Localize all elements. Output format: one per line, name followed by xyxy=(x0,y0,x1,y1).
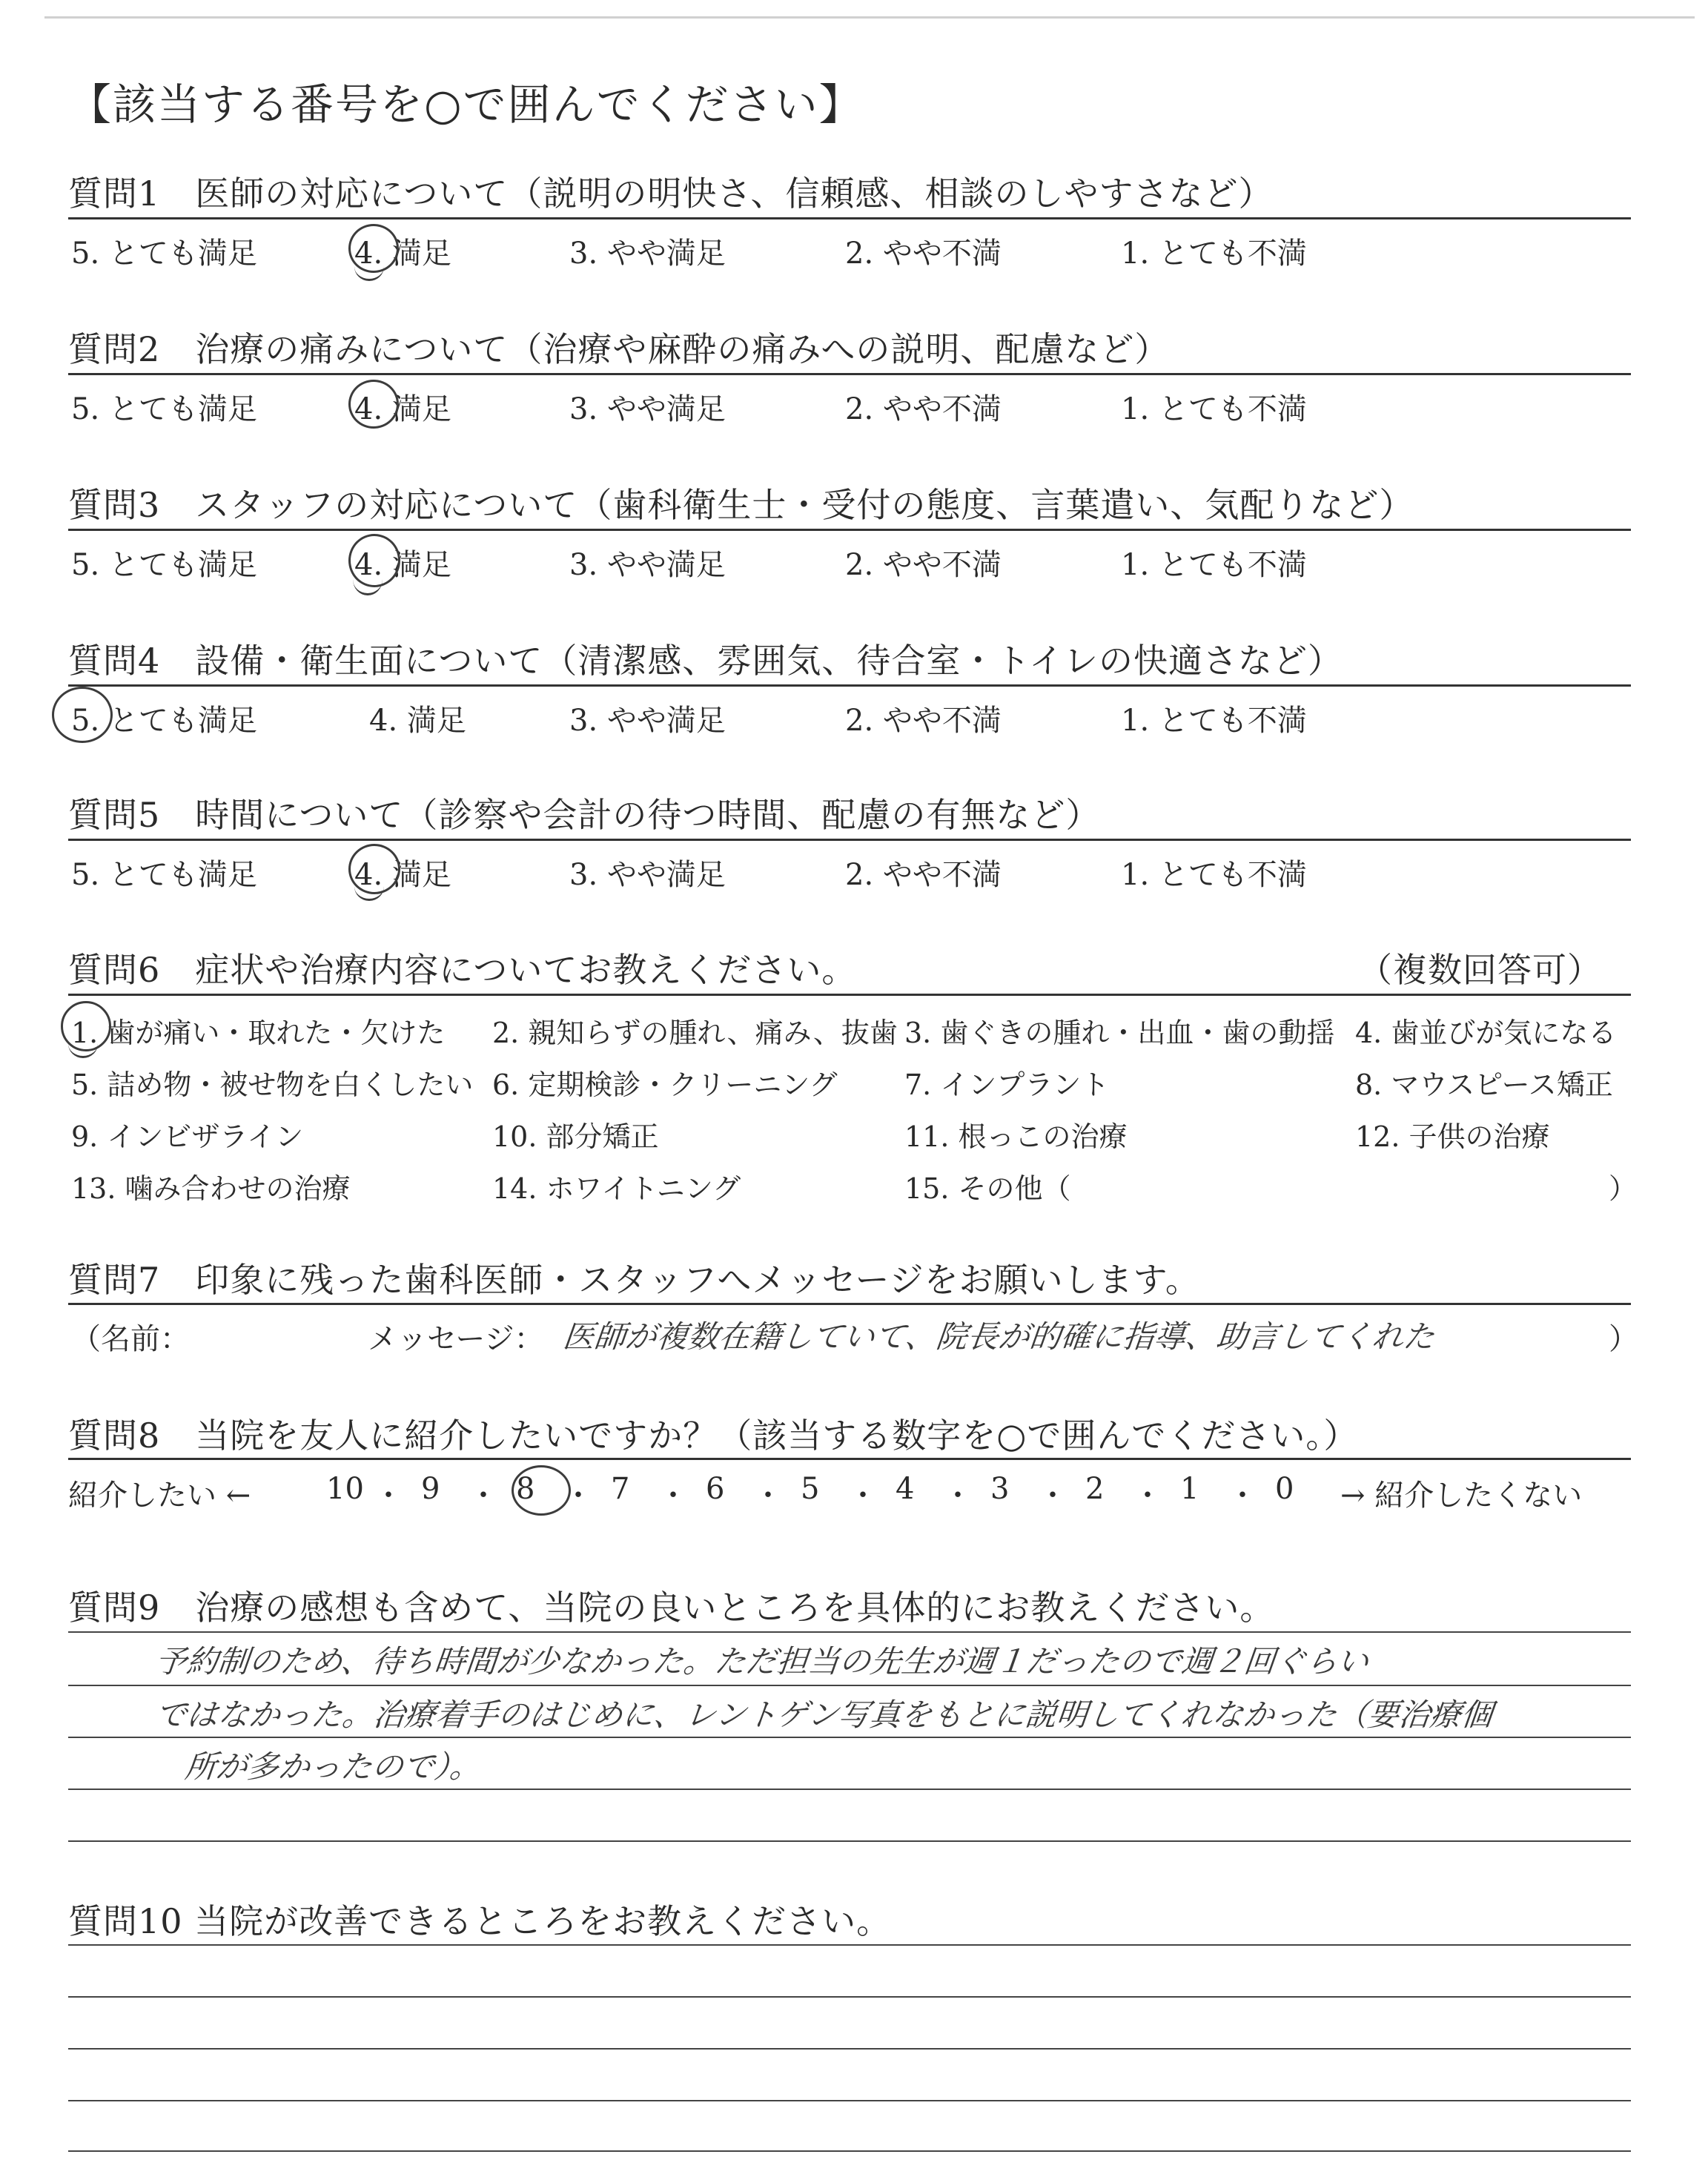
q1-option-2[interactable]: 2. やや不満 xyxy=(845,237,1002,271)
question-2-rule xyxy=(68,373,1631,375)
question-10-title: 質問10 当院が改善できるところをお教えください。 xyxy=(68,1901,892,1941)
q6-item-15-close: ） xyxy=(1609,1172,1638,1205)
question-10-line-2[interactable] xyxy=(68,2048,1631,2050)
question-10-rule xyxy=(68,1944,1631,1946)
q8-scale-separator: ・ xyxy=(658,1479,688,1513)
q4-option-1[interactable]: 1. とても不満 xyxy=(1121,704,1307,738)
q1-selection-stroke xyxy=(354,252,384,281)
question-7-title: 質問7 印象に残った歯科医師・スタッフへメッセージをお願いします。 xyxy=(68,1260,1200,1300)
q1-option-3[interactable]: 3. やや満足 xyxy=(569,237,726,271)
q6-item-11[interactable]: 11. 根っこの治療 xyxy=(904,1120,1128,1153)
question-7-rule xyxy=(68,1303,1631,1305)
q6-item-14[interactable]: 14. ホワイトニング xyxy=(492,1172,741,1205)
q8-scale-3[interactable]: 3 xyxy=(990,1472,1010,1506)
question-10-line-1[interactable] xyxy=(68,1996,1631,1998)
q4-selection-circle xyxy=(52,687,113,743)
q9-answer-line-2[interactable]: ではなかった。治療着手のはじめに、レントゲン写真をもとに説明してくれなかった（要治療個 xyxy=(153,1697,1494,1733)
q5-option-1[interactable]: 1. とても不満 xyxy=(1121,858,1307,892)
q8-selection-circle xyxy=(512,1465,571,1516)
q6-item-3[interactable]: 3. 歯ぐきの腫れ・出血・歯の動揺 xyxy=(904,1017,1335,1049)
q7-name-label: （名前： xyxy=(71,1322,190,1356)
question-9-line-4 xyxy=(68,1840,1631,1842)
q6-item-13[interactable]: 13. 噛み合わせの治療 xyxy=(71,1172,351,1205)
q8-left-label: 紹介したい ← xyxy=(68,1479,251,1513)
q8-scale-4[interactable]: 4 xyxy=(896,1472,915,1506)
q6-item-12[interactable]: 12. 子供の治療 xyxy=(1355,1120,1550,1153)
question-3-rule xyxy=(68,529,1631,531)
question-8-rule xyxy=(68,1458,1631,1460)
q8-scale-9[interactable]: 9 xyxy=(421,1472,440,1506)
q6-item-6[interactable]: 6. 定期検診・クリーニング xyxy=(492,1069,838,1101)
q5-option-5[interactable]: 5. とても満足 xyxy=(71,858,257,892)
question-10-line-4[interactable] xyxy=(68,2150,1631,2152)
q1-option-1[interactable]: 1. とても不満 xyxy=(1121,237,1307,271)
q2-option-2[interactable]: 2. やや不満 xyxy=(845,392,1002,426)
question-9-line-3 xyxy=(68,1789,1631,1790)
q3-selection-stroke xyxy=(353,564,383,595)
q4-option-3[interactable]: 3. やや満足 xyxy=(569,704,726,738)
question-6-note: （複数回答可） xyxy=(1358,950,1602,990)
q3-option-2[interactable]: 2. やや不満 xyxy=(845,548,1002,582)
q5-option-3[interactable]: 3. やや満足 xyxy=(569,858,726,892)
q5-option-2[interactable]: 2. やや不満 xyxy=(845,858,1002,892)
q2-option-1[interactable]: 1. とても不満 xyxy=(1121,392,1307,426)
q6-item-7[interactable]: 7. インプラント xyxy=(904,1069,1110,1101)
q6-item-1[interactable]: 1. 歯が痛い・取れた・欠けた xyxy=(71,1017,446,1049)
question-4-rule xyxy=(68,684,1631,687)
q3-option-4[interactable]: 4. 満足 xyxy=(354,548,451,582)
question-3-title: 質問3 スタッフの対応について（歯科衛生士・受付の態度、言葉遣い、気配りなど） xyxy=(68,485,1414,525)
q6-item-15[interactable]: 15. その他（ xyxy=(904,1172,1071,1205)
q8-scale-separator: ・ xyxy=(374,1479,403,1513)
q2-option-3[interactable]: 3. やや満足 xyxy=(569,392,726,426)
q8-scale-1[interactable]: 1 xyxy=(1180,1472,1199,1506)
q4-option-4[interactable]: 4. 満足 xyxy=(369,704,466,738)
q2-selection-circle xyxy=(348,380,399,429)
q8-scale-separator: ・ xyxy=(563,1479,593,1513)
q8-scale-2[interactable]: 2 xyxy=(1085,1472,1105,1506)
q5-option-4[interactable]: 4. 満足 xyxy=(354,858,451,892)
q8-scale-separator: ・ xyxy=(943,1479,973,1513)
page-heading: 【該当する番号を○で囲んでください】 xyxy=(68,79,864,130)
question-9-line-1 xyxy=(68,1685,1631,1686)
q8-right-label: → 紹介したくない xyxy=(1340,1479,1583,1513)
q8-scale-6[interactable]: 6 xyxy=(706,1472,725,1506)
q6-item-8[interactable]: 8. マウスピース矯正 xyxy=(1355,1069,1613,1101)
q2-option-4[interactable]: 4. 満足 xyxy=(354,392,451,426)
q9-answer-line-1[interactable]: 予約制のため、待ち時間が少なかった。ただ担当の先生が週１だったので週２回ぐらい xyxy=(153,1643,1371,1680)
q6-item-9[interactable]: 9. インビザライン xyxy=(71,1120,304,1153)
q6-item-5[interactable]: 5. 詰め物・被せ物を白くしたい xyxy=(71,1069,474,1101)
question-6-rule xyxy=(68,994,1631,996)
question-1-rule xyxy=(68,217,1631,219)
q8-scale-separator: ・ xyxy=(848,1479,878,1513)
question-10-line-3[interactable] xyxy=(68,2100,1631,2101)
q8-scale-separator: ・ xyxy=(1228,1479,1257,1513)
q2-option-5[interactable]: 5. とても満足 xyxy=(71,392,257,426)
q8-scale-separator: ・ xyxy=(469,1479,498,1513)
q7-close: ） xyxy=(1609,1322,1638,1356)
question-9-rule xyxy=(68,1631,1631,1633)
q4-option-5[interactable]: 5. とても満足 xyxy=(71,704,257,738)
q1-option-5[interactable]: 5. とても満足 xyxy=(71,237,257,271)
question-5-rule xyxy=(68,839,1631,841)
q8-scale-7[interactable]: 7 xyxy=(611,1472,630,1506)
q5-selection-stroke xyxy=(354,872,384,901)
question-2-title: 質問2 治療の痛みについて（治療や麻酔の痛みへの説明、配慮など） xyxy=(68,329,1170,369)
q6-item-2[interactable]: 2. 親知らずの腫れ、痛み、抜歯 xyxy=(492,1017,898,1049)
question-4-title: 質問4 設備・衛生面について（清潔感、雰囲気、待合室・トイレの快適さなど） xyxy=(68,641,1343,681)
q8-scale-0[interactable]: 0 xyxy=(1275,1472,1294,1506)
q6-item-4[interactable]: 4. 歯並びが気になる xyxy=(1355,1017,1617,1049)
q8-scale-separator: ・ xyxy=(1133,1479,1162,1513)
q7-message-handwritten[interactable]: 医師が複数在籍していて、院長が的確に指導、助言してくれた xyxy=(561,1318,1437,1355)
q3-option-5[interactable]: 5. とても満足 xyxy=(71,548,257,582)
page-top-edge xyxy=(44,16,1695,19)
q3-option-1[interactable]: 1. とても不満 xyxy=(1121,548,1307,582)
q3-option-3[interactable]: 3. やや満足 xyxy=(569,548,726,582)
q8-scale-separator: ・ xyxy=(753,1479,783,1513)
q9-answer-line-3[interactable]: 所が多かったので）。 xyxy=(183,1748,483,1785)
question-1-title: 質問1 医師の対応について（説明の明快さ、信頼感、相談のしやすさなど） xyxy=(68,174,1274,214)
question-5-title: 質問5 時間について（診察や会計の待つ時間、配慮の有無など） xyxy=(68,795,1101,835)
q1-option-4[interactable]: 4. 満足 xyxy=(354,237,451,271)
question-8-title: 質問8 当院を友人に紹介したいですか？（該当する数字を○で囲んでください。） xyxy=(68,1416,1359,1456)
q8-scale-8[interactable]: 8 xyxy=(516,1472,535,1506)
q8-scale-5[interactable]: 5 xyxy=(801,1472,820,1506)
q8-scale-separator: ・ xyxy=(1038,1479,1068,1513)
q6-item-10[interactable]: 10. 部分矯正 xyxy=(492,1120,659,1153)
question-9-line-2 xyxy=(68,1737,1631,1738)
q7-message-label: メッセージ： xyxy=(368,1322,544,1356)
q8-scale-10[interactable]: 10 xyxy=(326,1472,364,1506)
q4-option-2[interactable]: 2. やや不満 xyxy=(845,704,1002,738)
question-6-title: 質問6 症状や治療内容についてお教えください。 xyxy=(68,950,857,990)
question-9-title: 質問9 治療の感想も含めて、当院の良いところを具体的にお教えください。 xyxy=(68,1588,1275,1628)
q6-selection-stroke xyxy=(68,1029,98,1058)
